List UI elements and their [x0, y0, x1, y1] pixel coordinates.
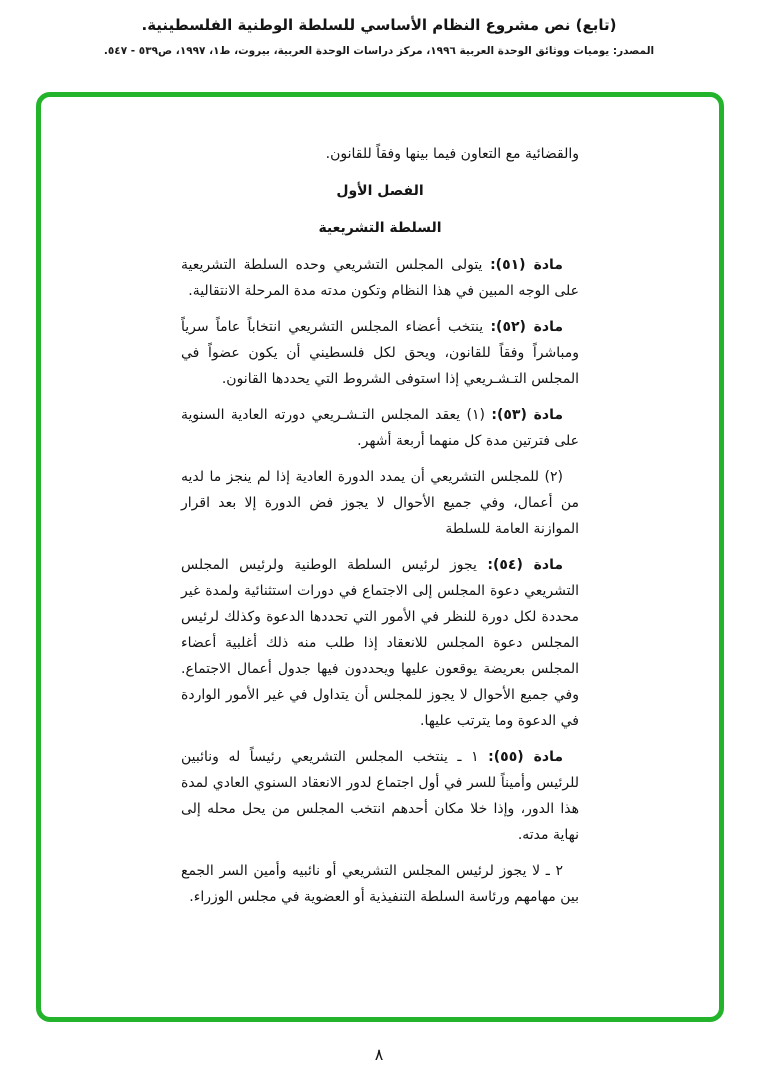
article-text: (١) يعقد المجلس التـشـريعي دورته العادية السنوية على فترتين مدة كل منهما أربعة أشهر.	[181, 407, 579, 449]
article-paragraph	[181, 552, 579, 734]
article-text: يجوز لرئيس السلطة الوطنية ولرئيس المجلس التشريعي دعوة المجلس إلى الاجتماع في دورات استثنائية ولمدة غير محددة لكل دورة للنظر في الأمور التي تحددها الدعوة وكذلك لرئيس المجلس دعوة المجلس للانعقاد إذا طلب منه ذلك أغلبية أعضاء المجلس بعريضة يوقعون عليها ويحددون فيها جدول أعمال الاجتماع. وفي جميع الأحوال لا يجوز للمجلس أن يتداول في غير الأمور الواردة في الدعوة وما يترتب عليها.	[181, 557, 579, 729]
article-paragraph	[181, 464, 579, 542]
intro-paragraph: والقضائية مع التعاون فيما بينها وفقاً للقانون.	[325, 146, 579, 162]
article-paragraph	[181, 314, 579, 392]
article-paragraph	[181, 744, 579, 848]
article-text: ينتخب أعضاء المجلس التشريعي انتخاباً عاماً سرياً ومباشراً وفقاً للقانون، ويحق لكل فلسطيني أن يكون عضواً في المجلس التـشـريعي إذا استوفى الشروط التي يحددها القانون.	[181, 319, 579, 387]
document-title: (تابع) نص مشروع النظام الأساسي للسلطة الوطنية الفلسطينية.	[141, 16, 617, 34]
article-paragraph	[181, 252, 579, 304]
article-label: مادة (٥٢):	[490, 319, 563, 335]
article-text: (٢) للمجلس التشريعي أن يمدد الدورة العادية إذا لم ينجز ما لديه من أعمال، وفي جميع الأحوال لا يجوز فض الدورة إلا بعد اقرار الموازنة العامة للسلطة	[181, 469, 579, 537]
page-number: ٨	[374, 1045, 384, 1064]
section-heading: السلطة التشريعية	[318, 220, 442, 236]
content-frame	[36, 92, 724, 1022]
page-header	[0, 0, 758, 57]
article-text: ٢ ـ لا يجوز لرئيس المجلس التشريعي أو نائبيه وأمين السر الجمع بين مهامهم ورئاسة السلطة التنفيذية أو العضوية في مجلس الوزراء.	[181, 863, 579, 905]
article-label: مادة (٥٤):	[487, 557, 563, 573]
source-line: المصدر: يوميات ووثائق الوحدة العربية ١٩٩٦، مركز دراسات الوحدة العربية، بيروت، ط١، ١٩٩٧، ص٥٣٩ - ٥٤٧.	[103, 45, 655, 57]
article-label: مادة (٥٣):	[491, 407, 563, 423]
chapter-heading: الفصل الأول	[336, 183, 424, 199]
text-column	[181, 141, 579, 910]
article-text: ١ ـ ينتخب المجلس التشريعي رئيساً له ونائبين للرئيس وأميناً للسر في أول اجتماع لدور الانعقاد السنوي العادي لمدة هذا الدور، وإذا خلا مكان أحدهم انتخب المجلس من يحل محله إلى نهاية مدته.	[181, 749, 579, 843]
article-text: يتولى المجلس التشريعي وحده السلطة التشريعية على الوجه المبين في هذا النظام وتكون مدته مدة المرحلة الانتقالية.	[181, 257, 579, 299]
article-paragraph	[181, 858, 579, 910]
article-paragraph	[181, 402, 579, 454]
article-label: مادة (٥١):	[490, 257, 563, 273]
article-label: مادة (٥٥):	[488, 749, 563, 765]
